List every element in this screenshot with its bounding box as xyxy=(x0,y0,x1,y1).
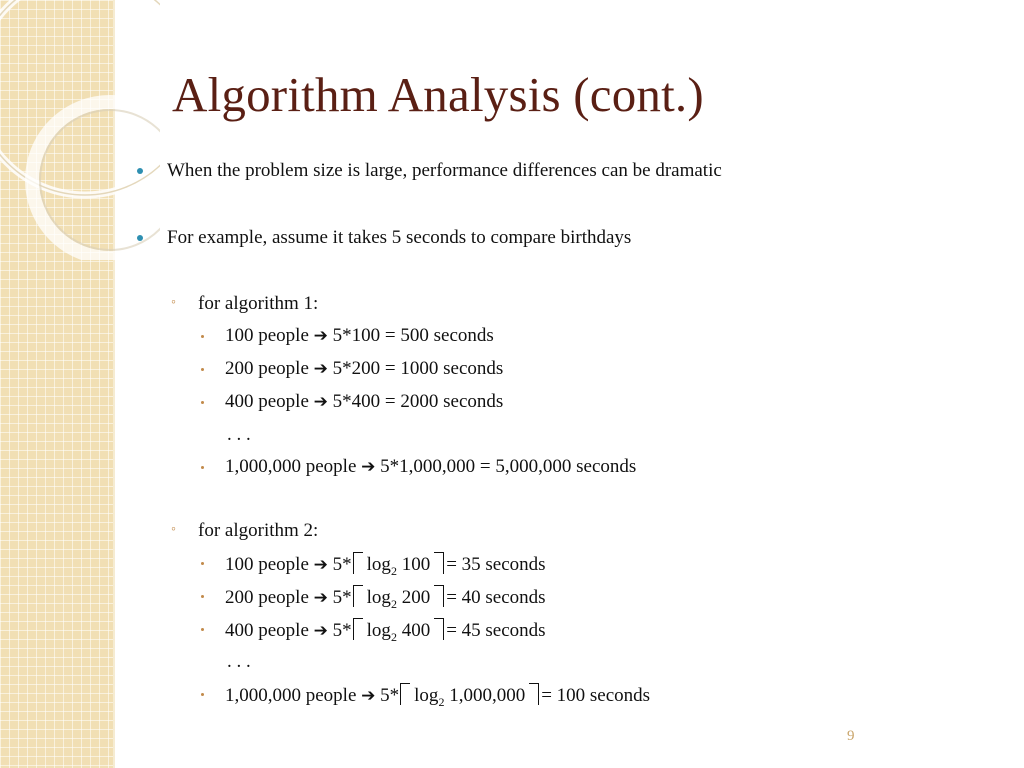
page-number: 9 xyxy=(847,728,855,744)
algorithm-2-row: 1,000,000 people ➔ 5* $\log_2 1,000,000 = 100$ seconds xyxy=(225,685,651,709)
bullet-dot xyxy=(137,235,143,241)
sub-sub-bullet xyxy=(201,595,204,598)
sub-bullet-circle: ◦ xyxy=(171,522,176,537)
algorithm-1-row: 100 people ➔ 5*100 = 500 seconds xyxy=(225,325,494,346)
right-arrow-icon: ➔ xyxy=(313,326,328,346)
ellipsis: . . . xyxy=(227,424,251,445)
ceiling-right-bracket xyxy=(434,618,444,640)
ellipsis: . . . xyxy=(227,651,251,672)
ceiling-left-bracket xyxy=(353,618,363,640)
ceiling-left-bracket xyxy=(400,683,410,705)
ceiling-right-bracket xyxy=(434,552,444,574)
sub-sub-bullet xyxy=(201,693,204,696)
sub-sub-bullet xyxy=(201,562,204,565)
algorithm-2-heading: for algorithm 2: xyxy=(198,520,319,541)
ceiling-left-bracket xyxy=(353,552,363,574)
bullet-text: When the problem size is large, performance differences can be dramatic xyxy=(167,160,722,181)
ceiling-right-bracket xyxy=(529,683,539,705)
algorithm-2-row: 200 people ➔ 5* $\log_2 200 = 40$ seconds xyxy=(225,587,546,611)
ceiling-left-bracket xyxy=(353,585,363,607)
algorithm-2-row: 100 people ➔ 5* $\log_2 100 = 35$ seconds xyxy=(225,554,546,578)
sub-sub-bullet xyxy=(201,368,204,371)
algorithm-1-row: 200 people ➔ 5*200 = 1000 seconds xyxy=(225,358,504,379)
right-arrow-icon: ➔ xyxy=(361,457,376,477)
right-arrow-icon: ➔ xyxy=(313,588,328,608)
sub-sub-bullet xyxy=(201,401,204,404)
sub-sub-bullet xyxy=(201,335,204,338)
algorithm-1-heading: for algorithm 1: xyxy=(198,293,319,314)
slide-title: Algorithm Analysis (cont.) xyxy=(172,67,704,122)
algorithm-1-row: 400 people ➔ 5*400 = 2000 seconds xyxy=(225,391,504,412)
right-arrow-icon: ➔ xyxy=(313,392,328,412)
algorithm-2-row: 400 people ➔ 5* $\log_2 400 = 45$ seconds xyxy=(225,620,546,644)
right-arrow-icon: ➔ xyxy=(361,686,376,706)
ceiling-right-bracket xyxy=(434,585,444,607)
bullet-dot xyxy=(137,168,143,174)
right-arrow-icon: ➔ xyxy=(313,359,328,379)
bullet-text: For example, assume it takes 5 seconds to compare birthdays xyxy=(167,227,632,248)
sub-bullet-circle: ◦ xyxy=(171,295,176,310)
sub-sub-bullet xyxy=(201,628,204,631)
sub-sub-bullet xyxy=(201,466,204,469)
algorithm-1-row: 1,000,000 people ➔ 5*1,000,000 = 5,000,000 seconds xyxy=(225,456,637,477)
right-arrow-icon: ➔ xyxy=(313,621,328,641)
right-arrow-icon: ➔ xyxy=(313,555,328,575)
